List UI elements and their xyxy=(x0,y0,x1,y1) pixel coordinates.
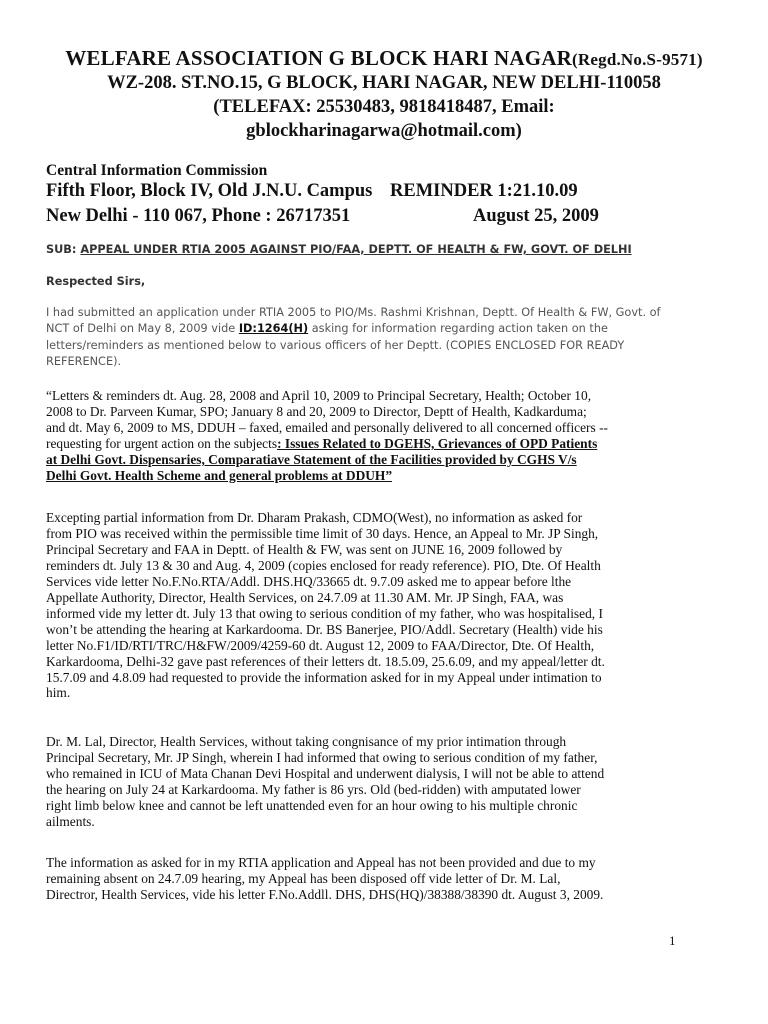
application-id: ID:1264(H) xyxy=(238,322,309,336)
paragraph-letters-quote xyxy=(46,388,608,484)
recipient-address-text: Fifth Floor, Block IV, Old J.N.U. Campus xyxy=(46,181,373,201)
subject-prefix: SUB: xyxy=(46,243,81,256)
org-address: WZ-208. ST.NO.15, G BLOCK, HARI NAGAR, NEW DELHI-110058 xyxy=(107,73,661,93)
recipient-address-line2 xyxy=(46,206,599,227)
paragraph-information-status: The information as asked for in my RTIA application and Appeal has not been provided and due to my remaining absent on 24.7.09 hearing, my Appeal has been disposed off vide letter of Dr. M. Lal, Directror, Health Services, vide his letter F.No.Addll. DHS, DHS(HQ)/38388/38390 dt. August 3, 2009. xyxy=(46,855,604,902)
registration-number: (Regd.No.S-9571) xyxy=(572,50,703,69)
paragraph-appeal-history: Excepting partial information from Dr. Dharam Prakash, CDMO(West), no information as asked for from PIO was received within the permissible time limit of 30 days. Hence, an Appeal to Mr. JP Singh, Principal Secretary and FAA in Deptt. of Health & FW, was sent on JUNE 16, 2009 followed by reminders dt. July 13 & 30 and Aug. 4, 2009 (copies enclosed for ready reference). PIO, Dte. Of Health Services vide letter No.F.No.RTA/Addl. DHS.HQ/33665 dt. 9.7.09 asked me to appear before lthe Appellate Authority, Director, Health Services, on 24.7.09 at 11.30 AM. Mr. JP Singh, FAA, was informed vide my letter dt. July 13 that owing to serious condition of my father, who was hospitalised, I won’t be attending the hearing at Karkardooma. Dr. BS Banerjee, PIO/Addl. Secretary (Health) vide his letter No.F1/ID/RTI/TRC/H&FW/2009/4259-60 dt. August 12, 2009 to FAA/Director, Dte. Of Health, Karkardooma, Delhi-32 gave past references of their letters dt. 18.5.09, 25.6.09, and my appeal/letter dt. 15.7.09 and 4.8.09 had requested to provide the information asked for in my Appeal under intimation to him. xyxy=(46,510,605,701)
org-contact: (TELEFAX: 25530483, 9818418487, Email: xyxy=(213,97,555,117)
salutation: Respected Sirs, xyxy=(46,275,146,288)
subject-text: APPEAL UNDER RTIA 2005 AGAINST PIO/FAA, DEPTT. OF HEALTH & FW, GOVT. OF DELHI xyxy=(80,243,632,256)
reminder-label: REMINDER 1:21.10.09 xyxy=(390,181,578,201)
recipient-phone-text: New Delhi - 110 067, Phone : 26717351 xyxy=(46,206,351,226)
paragraph2-text: “Letters & reminders dt. Aug. 28, 2008 and April 10, 2009 to Principal Secretary, Health; October 10, 2008 to Dr. Parveen Kumar, SPO; January 8 and 20, 2009 to Director, Deptt of Health, Kadkarduma; and dt. May 6, 2009 to MS, DDUH – faxed, emailed and personally delivered to all concerned officers -- requesting for urgent action on the subjects xyxy=(46,388,608,451)
recipient-address-line1 xyxy=(46,181,578,202)
org-email: gblockharinagarwa@hotmail.com) xyxy=(246,121,522,141)
page-number: 1 xyxy=(669,933,676,948)
paragraph-director-note: Dr. M. Lal, Director, Health Services, without taking congnisance of my prior intimation through Principal Secretary, Mr. JP Singh, wherein I had informed that owing to serious condition of my father, who remained in ICU of Mata Chanan Devi Hospital and underwent dialysis, I will not be able to attend the hearing on July 24 at Karkardooma. My father is 86 yrs. Old (bed-ridden) with amputated lower right limb below knee and cannot be left unattended even for an hour owing to his multiple chronic ailments. xyxy=(46,734,605,829)
letter-date: August 25, 2009 xyxy=(473,206,599,226)
subject-line xyxy=(46,243,632,256)
paragraph-application xyxy=(46,305,728,370)
org-name: WELFARE ASSOCIATION G BLOCK HARI NAGAR xyxy=(65,46,573,70)
recipient-name: Central Information Commission xyxy=(46,162,268,179)
paragraph2-subjects: : Issues Related to DGEHS, Grievances of OPD Patients at Delhi Govt. Dispensaries, Comparatiave Statement of the Facilities provided by CGHS V/s Delhi Govt. Health Scheme and general problems at DDUH” xyxy=(46,435,598,483)
org-name-heading xyxy=(0,46,768,71)
paragraph1-text-start: I had submitted an application under RTIA 2005 to PIO/Ms. Rashmi Krishnan, Deptt. Of Health & FW, Govt. of NCT of Delhi on May 8, 2009 vide xyxy=(46,306,661,336)
paragraph1-text-end: asking for information regarding action taken on the letters/reminders as mentioned below to various officers of her Deptt. (COPIES ENCLOSED FOR READY REFERENCE). xyxy=(46,322,625,368)
